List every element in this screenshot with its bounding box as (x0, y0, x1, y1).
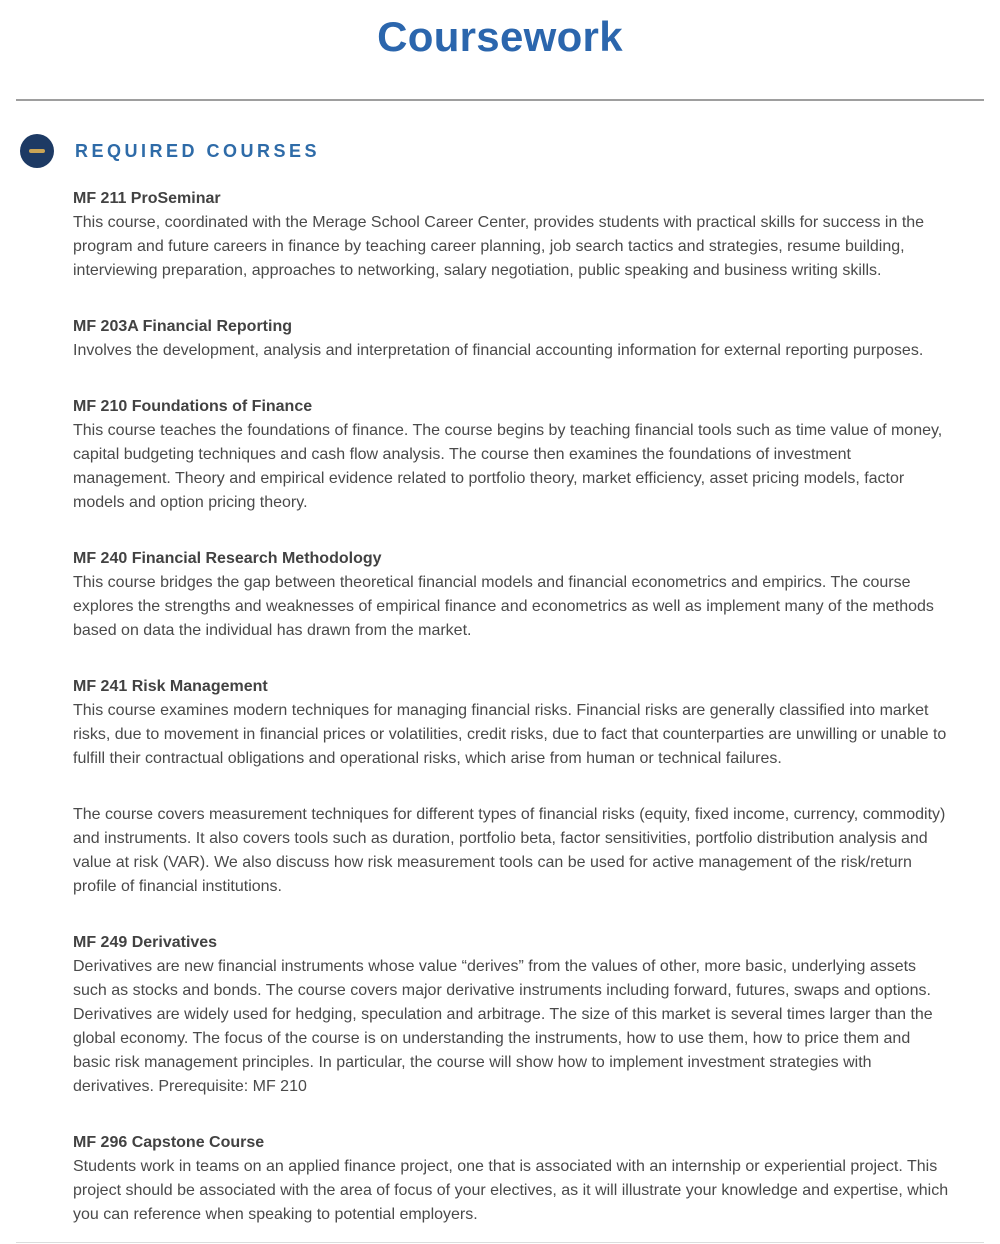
course-entry (73, 931, 951, 1099)
course-title: MF 296 Capstone Course (73, 1134, 265, 1151)
course-description: This course teaches the foundations of finance. The course begins by teaching financial tools such as time value of money, capital budgeting techniques and cash flow analysis. The course then examines the foundations of investment management. Theory and empirical evidence related to portfolio theory, market efficiency, asset pricing models, factor models and option pricing theory. (73, 422, 943, 511)
course-entry (73, 1131, 951, 1227)
course-title: MF 249 Derivatives (73, 934, 218, 951)
bottom-divider (16, 1242, 984, 1243)
course-title: MF 203A Financial Reporting (73, 318, 292, 335)
course-description: This course bridges the gap between theoretical financial models and financial econometrics and empirics. The course explores the strengths and weaknesses of empirical finance and econometrics as well as implement many of the methods based on data the individual has drawn from the market. (73, 574, 934, 639)
course-entry (73, 315, 951, 363)
course-description: The course covers measurement techniques for different types of financial risks (equity, fixed income, currency, commodity) and instruments. It also covers tools such as duration, portfolio beta, factor sensitivities, portfolio distribution analysis and value at risk (VAR). We also discuss how risk measurement tools can be used for active management of the risk/return profile of financial institutions. (73, 806, 946, 895)
course-description: Involves the development, analysis and interpretation of financial accounting information for external reporting purposes. (73, 342, 924, 359)
required-courses-section (0, 134, 1000, 1227)
page-title: Coursework (377, 13, 623, 60)
course-title: MF 210 Foundations of Finance (73, 398, 313, 415)
course-list (0, 168, 1000, 1227)
course-entry (73, 675, 951, 899)
course-description: This course, coordinated with the Merage School Career Center, provides students with practical skills for success in the program and future careers in finance by teaching career planning, job search tactics and strategies, resume building, interviewing preparation, approaches to networking, salary negotiation, public speaking and business writing skills. (73, 214, 925, 279)
course-entry (73, 547, 951, 643)
section-heading: REQUIRED COURSES (75, 141, 321, 161)
course-description: Students work in teams on an applied finance project, one that is associated with an internship or experiential project. This project should be associated with the area of focus of your electives, as it will illustrate your knowledge and expertise, which you can reference when speaking to potential employers. (73, 1158, 949, 1223)
minus-icon (29, 149, 45, 153)
section-header (20, 134, 1000, 168)
collapse-section-button[interactable] (20, 134, 54, 168)
top-divider (16, 99, 984, 101)
course-title: MF 240 Financial Research Methodology (73, 550, 382, 567)
course-description: Derivatives are new financial instruments whose value “derives” from the values of other, more basic, underlying assets such as stocks and bonds. The course covers major derivative instruments including forward, futures, swaps and options. Derivatives are widely used for hedging, speculation and arbitrage. The size of this market is several times larger than the global economy. The focus of the course is on understanding the instruments, how to use them, how to price them and basic risk management principles. In particular, the course will show how to implement investment strategies with derivatives. Prerequisite: MF 210 (73, 958, 933, 1095)
course-entry (73, 187, 951, 283)
course-title: MF 241 Risk Management (73, 678, 268, 695)
course-title: MF 211 ProSeminar (73, 190, 221, 207)
course-description: This course examines modern techniques for managing financial risks. Financial risks are generally classified into market risks, due to movement in financial prices or volatilities, credit risks, due to fact that counterparties are unwilling or unable to fulfill their contractual obligations and operational risks, which arise from human or technical failures. (73, 702, 947, 767)
course-entry (73, 395, 951, 515)
